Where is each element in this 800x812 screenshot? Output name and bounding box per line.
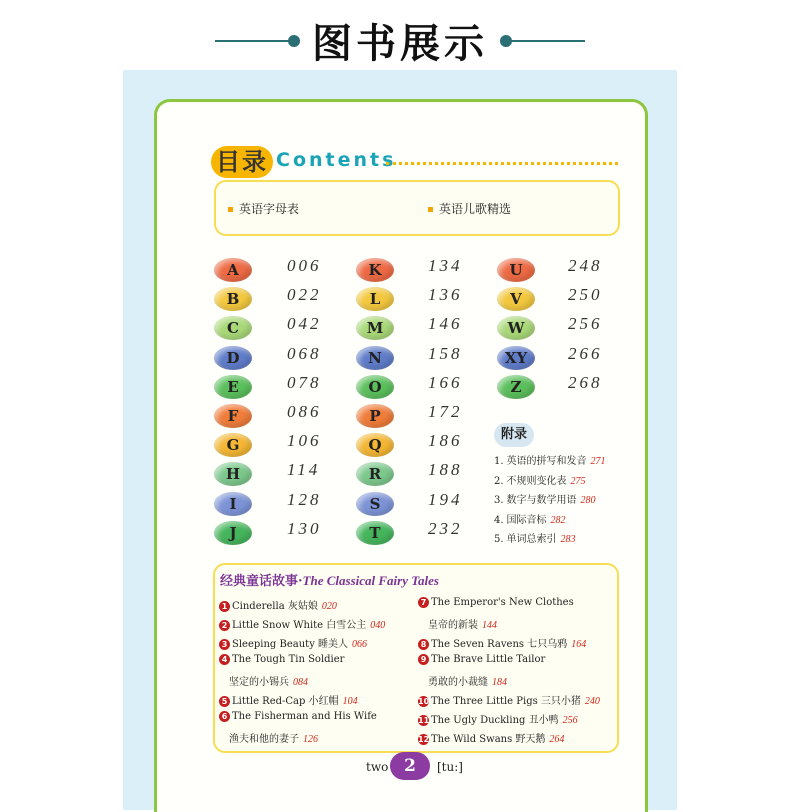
letter-page-number: 068 xyxy=(287,343,322,363)
appendix-item-text: 不规则变化表 xyxy=(506,475,567,487)
story-number: 1 xyxy=(219,601,230,612)
story-item[interactable] xyxy=(219,597,337,612)
letter-badge: O xyxy=(356,375,394,399)
story-title: Sleeping Beauty 睡美人 xyxy=(232,639,349,650)
story-title: The Fisherman and His Wife xyxy=(232,711,377,722)
appendix-item-page: 280 xyxy=(580,495,596,506)
story-page: 240 xyxy=(584,696,600,707)
story-number: 9 xyxy=(418,654,429,665)
appendix-item-num: 2. xyxy=(494,475,504,487)
appendix-item-text: 国际音标 xyxy=(506,514,547,526)
story-page: 264 xyxy=(549,734,565,745)
story-title-cn: 坚定的小锡兵 xyxy=(229,677,289,688)
letter-page-number: 042 xyxy=(287,314,322,334)
letter-page-number: 114 xyxy=(287,460,321,480)
letter-page-number: 134 xyxy=(428,256,463,275)
appendix-item-page: 282 xyxy=(550,514,566,526)
toc-title: Contents xyxy=(276,149,397,171)
story-number: 3 xyxy=(219,639,230,650)
letter-page-number: 086 xyxy=(287,402,322,421)
story-page: 256 xyxy=(562,715,578,726)
story-title: Cinderella 灰姑娘 xyxy=(232,601,318,612)
top-box xyxy=(214,180,620,236)
letter-badge: I xyxy=(214,492,252,516)
letter-badge: F xyxy=(214,404,252,428)
appendix-item[interactable] xyxy=(494,511,566,526)
header-dot-left xyxy=(288,35,300,47)
story-number: 11 xyxy=(418,716,430,725)
letter-page-number: 256 xyxy=(568,314,603,334)
letter-page-number: 022 xyxy=(287,285,322,305)
story-page: 084 xyxy=(293,677,308,688)
appendix-item-num: 4. xyxy=(494,514,504,526)
appendix-badge: 附录 xyxy=(494,423,534,447)
letter-page-number: 130 xyxy=(287,518,322,538)
story-item[interactable] xyxy=(418,711,578,726)
header-line-right xyxy=(510,40,585,42)
story-title: The Tough Tin Soldier xyxy=(232,654,345,665)
letter-page-number: 128 xyxy=(287,489,322,509)
story-number: 10 xyxy=(418,697,430,706)
story-page: 126 xyxy=(303,734,318,745)
letter-badge: XY xyxy=(497,346,535,370)
toc-badge: 目录 xyxy=(211,146,273,178)
story-item[interactable] xyxy=(219,692,358,707)
letter-page-number: 172 xyxy=(428,402,463,421)
appendix-item-text: 单词总索引 xyxy=(506,534,557,545)
story-item[interactable] xyxy=(219,616,385,631)
letter-badge: U xyxy=(497,258,535,282)
letter-page-number: 248 xyxy=(568,256,603,275)
toc-dotted-line xyxy=(386,162,618,165)
letter-badge: B xyxy=(214,287,252,311)
letter-badge: P xyxy=(356,404,394,428)
top-item-songs[interactable]: 英语儿歌精选 xyxy=(428,200,511,217)
fairy-tales-title: 经典童话故事·The Classical Fairy Tales xyxy=(220,573,439,589)
header xyxy=(0,0,800,80)
letter-page-number: 078 xyxy=(287,372,322,392)
header-line-left xyxy=(215,40,290,42)
page-number: 2 xyxy=(390,752,430,780)
letter-page-number: 194 xyxy=(428,489,463,509)
story-page: 020 xyxy=(321,601,337,612)
story-page: 066 xyxy=(352,639,368,650)
letter-page-number: 232 xyxy=(428,518,463,538)
story-title: The Three Little Pigs 三只小猪 xyxy=(431,696,581,707)
story-page: 104 xyxy=(342,696,358,707)
story-number: 4 xyxy=(219,654,230,665)
story-subtitle-line xyxy=(428,673,507,688)
letter-page-number: 250 xyxy=(568,285,603,305)
story-page: 184 xyxy=(492,677,507,688)
letter-badge: D xyxy=(214,346,252,370)
appendix-item[interactable] xyxy=(494,452,606,467)
letter-badge: Z xyxy=(497,375,535,399)
letter-badge: A xyxy=(214,258,252,282)
appendix-item[interactable] xyxy=(494,472,586,487)
story-item[interactable] xyxy=(418,730,564,745)
story-item[interactable] xyxy=(418,597,574,608)
appendix-item-num: 3. xyxy=(494,495,504,506)
story-item[interactable] xyxy=(219,711,377,722)
story-item[interactable] xyxy=(418,635,586,650)
story-item[interactable] xyxy=(418,692,600,707)
appendix-item-num: 1. xyxy=(494,456,504,467)
story-page: 144 xyxy=(482,620,497,631)
story-title-cn: 渔夫和他的妻子 xyxy=(229,734,299,745)
letter-page-number: 188 xyxy=(428,460,463,480)
letter-badge: R xyxy=(356,462,394,486)
letter-page-number: 146 xyxy=(428,314,463,334)
letter-page-number: 268 xyxy=(568,372,603,392)
bullet-icon xyxy=(228,207,233,212)
letter-page-number: 186 xyxy=(428,431,463,451)
story-number: 8 xyxy=(418,639,429,650)
letter-badge: N xyxy=(356,346,394,370)
letter-badge: K xyxy=(356,258,394,282)
story-subtitle-line xyxy=(428,616,497,631)
letter-badge: H xyxy=(214,462,252,486)
story-title: Little Red-Cap 小红帽 xyxy=(232,696,339,707)
story-number: 2 xyxy=(219,620,230,631)
story-title: Little Snow White 白雪公主 xyxy=(232,620,367,631)
story-subtitle-line xyxy=(229,730,318,745)
letter-page-number: 106 xyxy=(287,431,322,451)
story-number: 7 xyxy=(418,597,429,608)
story-title: The Ugly Duckling 丑小鸭 xyxy=(431,715,559,726)
story-title: The Seven Ravens 七只乌鸦 xyxy=(431,639,568,650)
appendix-item[interactable] xyxy=(494,491,596,506)
page-title: 图书展示 xyxy=(312,21,488,67)
letter-page-number: 266 xyxy=(568,343,603,363)
appendix-item-num: 5. xyxy=(494,534,504,545)
story-number: 12 xyxy=(418,735,430,744)
letter-badge: C xyxy=(214,316,252,340)
appendix-item-page: 271 xyxy=(590,456,606,467)
letter-page-number: 158 xyxy=(428,343,463,363)
appendix-item-text: 英语的拼写和发音 xyxy=(506,456,587,467)
appendix-item-page: 283 xyxy=(560,534,576,545)
letter-page-number: 166 xyxy=(428,372,463,392)
story-title: The Brave Little Tailor xyxy=(431,654,546,665)
story-title: The Emperor's New Clothes xyxy=(431,597,574,608)
letter-badge: J xyxy=(214,521,252,545)
story-page: 040 xyxy=(370,620,386,631)
letter-badge: Q xyxy=(356,433,394,457)
story-number: 5 xyxy=(219,696,230,707)
story-item[interactable] xyxy=(418,654,545,665)
letter-badge: V xyxy=(497,287,535,311)
story-page: 164 xyxy=(571,639,587,650)
story-item[interactable] xyxy=(219,654,344,665)
story-number: 6 xyxy=(219,711,230,722)
letter-badge: S xyxy=(356,492,394,516)
story-subtitle-line xyxy=(229,673,308,688)
letter-badge: E xyxy=(214,375,252,399)
footer-word: two xyxy=(366,760,389,774)
letter-badge: G xyxy=(214,433,252,457)
bullet-icon xyxy=(428,207,433,212)
top-item-alphabet[interactable]: 英语字母表 xyxy=(228,200,299,217)
letter-badge: T xyxy=(356,521,394,545)
story-title: The Wild Swans 野天鹅 xyxy=(431,734,546,745)
letter-page-number: 006 xyxy=(287,256,322,275)
story-item[interactable] xyxy=(219,635,367,650)
letter-badge: M xyxy=(356,316,394,340)
story-title-cn: 勇敢的小裁缝 xyxy=(428,677,488,688)
appendix-item-page: 275 xyxy=(570,475,586,487)
appendix-item-text: 数字与数学用语 xyxy=(506,495,577,506)
story-title-cn: 皇帝的新装 xyxy=(428,620,478,631)
footer-ipa: [tu:] xyxy=(437,760,463,774)
letter-badge: L xyxy=(356,287,394,311)
letter-page-number: 136 xyxy=(428,285,463,305)
letter-badge: W xyxy=(497,316,535,340)
appendix-item[interactable] xyxy=(494,530,576,545)
